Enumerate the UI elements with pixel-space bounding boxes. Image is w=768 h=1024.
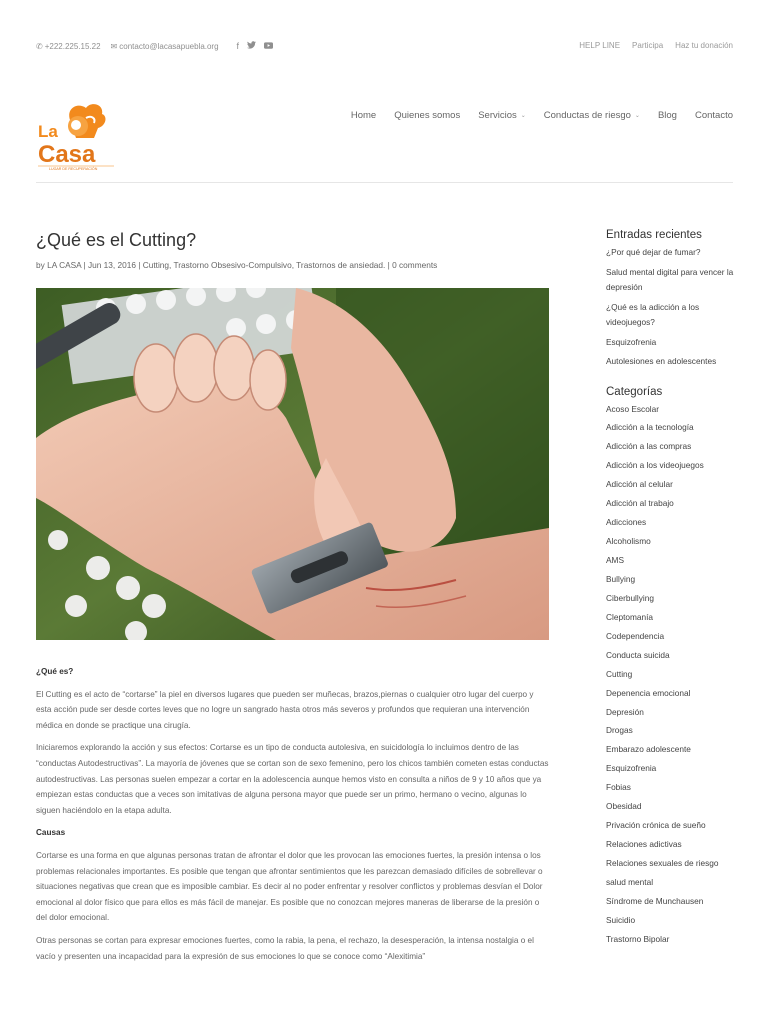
category-link[interactable]: Embarazo adolescente [606,744,691,755]
section-heading: Causas [36,828,66,838]
category-link[interactable]: Adicciones [606,517,647,528]
recent-post-link[interactable]: Salud mental digital para vencer la depresión [606,266,734,292]
recent-post-link[interactable]: ¿Por qué dejar de fumar? [606,247,701,257]
nav-quienes-somos[interactable] [394,110,460,121]
category-link[interactable]: Obesidad [606,801,642,812]
category-link[interactable]: Síndrome de Munchausen [606,895,704,906]
youtube-icon[interactable] [264,41,273,51]
top-bar [36,41,733,55]
category-link[interactable]: Adicción a la tecnología [606,422,694,433]
recent-post-link[interactable]: ¿Qué es la adicción a los videojuegos? [606,301,700,327]
recent-posts-title: Entradas recientes [606,229,702,241]
category-link[interactable]: Trastorno Bipolar [606,933,670,944]
category-link[interactable]: Esquizofrenia [606,763,657,774]
top-bar-links [567,41,733,50]
category-link[interactable]: Adicción al trabajo [606,498,674,509]
donate-link[interactable]: Haz tu donación [675,41,733,50]
chevron-down-icon: ⌄ [634,113,640,119]
category-link[interactable]: AMS [606,555,624,565]
nav-blog[interactable] [658,110,677,121]
site-logo[interactable] [36,98,120,174]
category-link[interactable]: Cleptomanía [606,611,654,622]
participa-link[interactable]: Participa [632,41,664,50]
category-link[interactable]: Acoso Escolar [606,403,660,414]
nav-contacto[interactable] [695,110,733,121]
email-link[interactable] [111,42,219,51]
post-title: ¿Qué es el Cutting? [36,230,197,250]
email-address: contacto@lacasapuebla.org [119,41,219,51]
logo-text-la: La [38,122,58,141]
main-nav [333,110,733,121]
category-link[interactable]: Bullying [606,573,636,584]
category-link[interactable]: Depresión [606,706,644,717]
section-heading: ¿Qué es? [36,667,74,676]
category-link[interactable]: Relaciones adictivas [606,839,682,850]
paragraph: Otras personas se cortan para expresar emociones fuertes, como la rabia, la pena, el rechazo, la desesperación, la intensa nostalgia o el vacío y presenten una incapacidad para la expresión de sus emociones lo que se conoce como “Alexitimia” [36,935,534,961]
chevron-down-icon: ⌄ [520,113,526,119]
meta-by: by [36,260,45,270]
nav-label: Conductas de riesgo [543,110,631,121]
category-link[interactable]: Drogas [606,725,633,736]
comments-link[interactable]: 0 comments [392,260,438,270]
logo-tagline: LUGAR DE RECUPERACIÓN [49,167,98,171]
sidebar [606,229,736,951]
categories-title: Categorías [606,385,663,398]
envelope-icon: ✉ [110,41,118,51]
recent-posts-list [606,245,736,370]
nav-home[interactable] [351,110,376,121]
post-content [36,664,549,971]
category-link[interactable]: Trastorno Obsesivo-Compulsivo [173,260,292,270]
category-link[interactable]: Conducta suicida [606,649,670,660]
nav-conductas-de-riesgo[interactable] [544,110,640,121]
category-link[interactable]: Cutting [606,668,633,679]
recent-post-link[interactable]: Autolesiones en adolescentes [606,356,717,366]
categories-list [606,402,736,948]
post-meta: by LA CASA | Jun 13, 2016 | Cutting, Trastorno Obsesivo-Compulsivo, Trastornos de ansiedad. | 0 comments [36,260,438,270]
phone-icon: ✆ [36,41,43,51]
recent-post-link[interactable]: Esquizofrenia [606,336,657,347]
category-link[interactable]: Cutting [142,260,170,270]
paragraph: Cortarse es una forma en que algunas personas tratan de afrontar el dolor que les provocan las emociones fuertes, la presión intensa o los problemas relacionales importantes. Es posible que tengan que afrontar sentimientos que les parezcan demasiado difíciles de sobrellevar o situaciones negativas que crean que es imposible cambiar. Es decir al no poder enfrentar y resolver conflictos y problemas desvían el Dolor emocional al dolor físico que para ellos es más fácil de manejar. Es posible que no conozcan mejores maneras de liberarse de la presión o del dolor emocional. [36,850,543,923]
top-bar-contact [36,41,273,51]
category-link[interactable]: Fobias [606,782,631,793]
phone-link[interactable] [36,42,101,51]
meta-separator: | [81,260,88,270]
category-link[interactable]: Suicidio [606,914,636,925]
facebook-icon[interactable]: f [236,41,240,51]
category-link[interactable]: Trastornos de ansiedad. [296,260,386,270]
nav-label: Quienes somos [394,110,461,121]
featured-image [36,288,549,640]
category-link[interactable]: Adicción a los videojuegos [606,460,704,471]
nav-label: Blog [657,110,677,121]
helpline-link[interactable]: HELP LINE [579,41,621,50]
paragraph: El Cutting es el acto de “cortarse” la piel en diversos lugares que pueden ser muñecas, brazos,piernas o cualquier otro lugar del cuerpo y esta acción pude ser desde cortes leves que no logre un sangrado hasta otros más severos y profundos que requieran una intervención médica en donde se practique una cirugía. [36,689,534,730]
nav-servicios[interactable] [478,110,526,121]
post-date: Jun 13, 2016 [87,260,136,270]
category-link[interactable]: Privación crónica de sueño [606,820,706,831]
author-link[interactable]: LA CASA [47,260,82,270]
category-link[interactable]: Depenencia emocional [606,687,691,698]
category-link[interactable]: Codependencia [606,630,665,641]
nav-label: Home [350,110,377,121]
meta-separator: | [135,260,143,270]
header-divider [36,182,733,183]
category-link[interactable]: Alcoholismo [606,536,651,547]
nav-label: Servicios [478,110,517,121]
category-link[interactable]: Relaciones sexuales de riesgo [606,858,719,868]
paragraph: Iniciaremos explorando la acción y sus efectos: Cortarse es un tipo de conducta autolesiva, en suicidología lo incluimos dentro de las “conductas Autodestructivas”. La mayoría de jóvenes que se cortan son de sexo femenino, pero los chicos también cometen estas conductas autodestructivas. Las personas suelen empezar a cortar en la adolescencia aunque hemos visto en consulta a niños de 9 y 10 años que ya empiezan estas conductas que a veces son imitativas de alguna persona mayor que puede ser un primo, hermano o vecino, algunas lo siguen haciéndolo en la etapa adulta. [36,743,549,815]
category-link[interactable]: Ciberbullying [606,592,654,603]
twitter-icon[interactable] [247,41,256,51]
category-link[interactable]: Adicción al celular [606,479,673,490]
category-link[interactable]: salud mental [606,876,654,887]
category-link[interactable]: Adicción a las compras [606,441,692,452]
logo-text-casa: Casa [38,141,96,168]
phone-number: +222.225.15.22 [44,41,101,51]
meta-separator: | [385,260,393,270]
nav-label: Contacto [694,110,733,121]
